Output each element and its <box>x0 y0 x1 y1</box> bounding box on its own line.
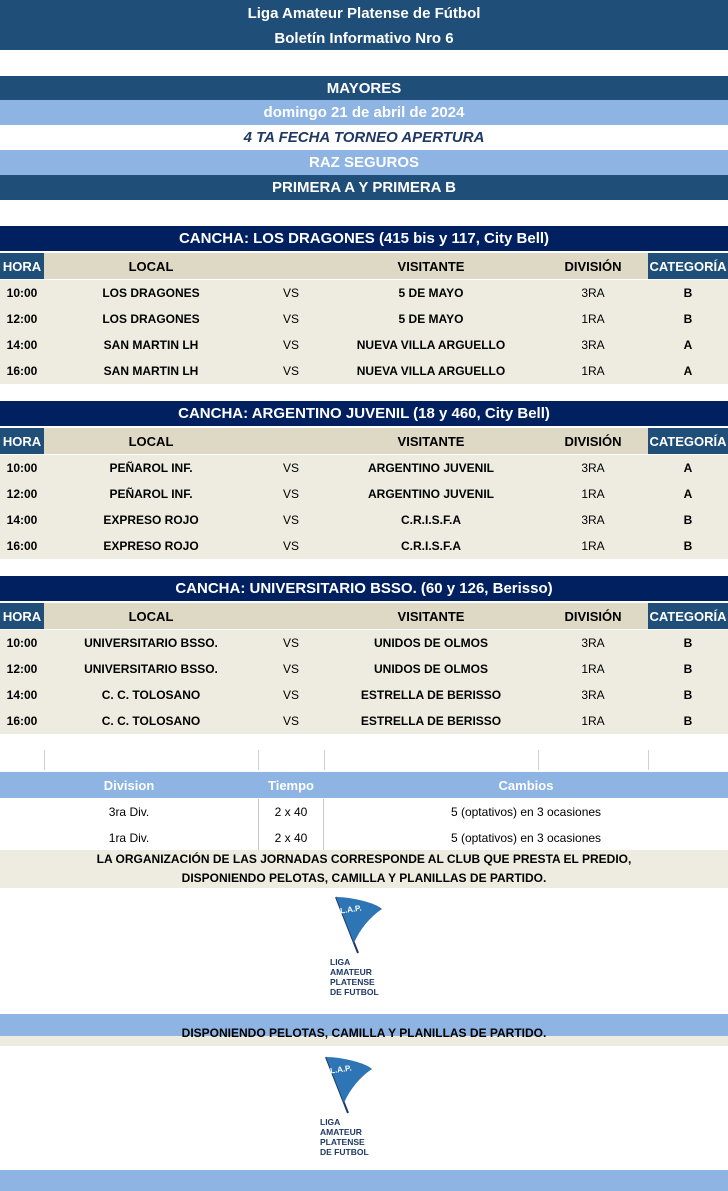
match-category: B <box>683 539 693 553</box>
grid-line <box>324 750 325 770</box>
match-visitor: ARGENTINO JUVENIL <box>367 487 494 501</box>
match-time: 12:00 <box>6 487 38 501</box>
match-vs: VS <box>282 338 299 352</box>
match-row <box>0 455 728 481</box>
match-time: 12:00 <box>6 662 38 676</box>
header-hora: HORA <box>0 603 44 629</box>
date-title: domingo 21 de abril de 2024 <box>0 100 728 125</box>
match-local: C. C. TOLOSANO <box>101 714 201 728</box>
logo-line: AMATEUR <box>320 1127 362 1137</box>
footer-bar <box>0 1170 728 1191</box>
column-header <box>0 603 728 629</box>
match-vs: VS <box>282 286 299 300</box>
header-division: DIVISIÓN <box>564 258 622 274</box>
rules-header-tiempo: Tiempo <box>268 777 314 793</box>
header-categoria: CATEGORÍA <box>648 428 728 454</box>
match-time: 10:00 <box>6 636 38 650</box>
header-hora: HORA <box>0 428 44 454</box>
round-title: 4 TA FECHA TORNEO APERTURA <box>243 129 485 146</box>
match-row <box>0 533 728 559</box>
rules-header-cambios: Cambios <box>498 777 554 793</box>
rules-row <box>0 825 728 851</box>
league-title: Liga Amateur Platense de Fútbol <box>0 0 728 26</box>
match-category: A <box>683 338 693 352</box>
match-visitor: 5 DE MAYO <box>398 286 464 300</box>
match-local: LOS DRAGONES <box>102 286 200 300</box>
logo-line: DE FUTBOL <box>330 987 379 997</box>
note-line-2: DISPONIENDO PELOTAS, CAMILLA Y PLANILLAS DE PARTIDO. <box>181 871 547 885</box>
logo-line: PLATENSE <box>330 977 375 987</box>
match-division: 1RA <box>581 312 605 326</box>
match-visitor: 5 DE MAYO <box>398 312 464 326</box>
match-category: A <box>683 487 693 501</box>
match-time: 10:00 <box>6 286 38 300</box>
match-visitor: C.R.I.S.F.A <box>400 539 461 553</box>
header-hora: HORA <box>0 253 44 279</box>
header-visitante: VISITANTE <box>397 433 465 449</box>
league-logo <box>320 1055 400 1171</box>
match-visitor: ESTRELLA DE BERISSO <box>360 714 502 728</box>
match-vs: VS <box>282 312 299 326</box>
match-row <box>0 280 728 306</box>
match-division: 3RA <box>581 688 605 702</box>
match-row <box>0 481 728 507</box>
league-logo <box>330 895 410 1011</box>
category-title: MAYORES <box>0 76 728 100</box>
match-division: 1RA <box>581 714 605 728</box>
match-category: A <box>683 364 693 378</box>
venue-title: CANCHA: UNIVERSITARIO BSSO. (60 y 126, Berisso) <box>0 576 728 601</box>
match-row <box>0 332 728 358</box>
match-row <box>0 708 728 734</box>
grid-line <box>258 750 259 770</box>
match-division: 3RA <box>581 636 605 650</box>
match-row <box>0 507 728 533</box>
header-division: DIVISIÓN <box>564 608 622 624</box>
match-vs: VS <box>282 461 299 475</box>
match-local: UNIVERSITARIO BSSO. <box>84 636 218 650</box>
header-visitante: VISITANTE <box>397 258 465 274</box>
organization-note <box>0 850 728 888</box>
match-time: 10:00 <box>6 461 38 475</box>
match-visitor: C.R.I.S.F.A <box>400 513 461 527</box>
rules-header-division: Division <box>103 777 155 793</box>
match-time: 14:00 <box>6 338 38 352</box>
match-category: B <box>683 286 693 300</box>
match-local: UNIVERSITARIO BSSO. <box>84 662 218 676</box>
venue-title: CANCHA: LOS DRAGONES (415 bis y 117, City Bell) <box>0 226 728 251</box>
grid-line <box>44 750 45 770</box>
rules-row <box>0 799 728 826</box>
match-category: A <box>683 461 693 475</box>
logo-line: PLATENSE <box>320 1137 365 1147</box>
match-category: B <box>683 636 693 650</box>
match-vs: VS <box>282 513 299 527</box>
logo-line: LIGA <box>330 957 351 967</box>
match-local: SAN MARTIN LH <box>103 338 199 352</box>
sponsor-title: RAZ SEGUROS <box>0 150 728 175</box>
header-local: LOCAL <box>128 608 174 624</box>
match-time: 14:00 <box>6 688 38 702</box>
match-vs: VS <box>282 539 299 553</box>
match-category: B <box>683 714 693 728</box>
grid-line <box>648 750 649 770</box>
header-categoria: CATEGORÍA <box>648 253 728 279</box>
column-header <box>0 428 728 454</box>
match-division: 1RA <box>581 662 605 676</box>
header-categoria: CATEGORÍA <box>648 603 728 629</box>
match-time: 16:00 <box>6 539 38 553</box>
rules-changes: 5 (optativos) en 3 ocasiones <box>450 831 602 845</box>
rules-division: 3ra Div. <box>108 805 150 819</box>
match-row <box>0 630 728 656</box>
logo-flag-text: L.A.P. <box>329 1063 353 1076</box>
match-vs: VS <box>282 487 299 501</box>
match-time: 14:00 <box>6 513 38 527</box>
match-division: 3RA <box>581 286 605 300</box>
cropped-note <box>0 1026 728 1046</box>
match-vs: VS <box>282 364 299 378</box>
column-header <box>0 253 728 279</box>
header-visitante: VISITANTE <box>397 608 465 624</box>
match-vs: VS <box>282 714 299 728</box>
match-vs: VS <box>282 688 299 702</box>
match-visitor: NUEVA VILLA ARGUELLO <box>356 364 506 378</box>
match-category: B <box>683 662 693 676</box>
match-vs: VS <box>282 662 299 676</box>
match-division: 1RA <box>581 539 605 553</box>
match-visitor: UNIDOS DE OLMOS <box>373 662 488 676</box>
match-division: 3RA <box>581 461 605 475</box>
logo-line: AMATEUR <box>330 967 372 977</box>
match-division: 1RA <box>581 364 605 378</box>
match-local: LOS DRAGONES <box>102 312 200 326</box>
match-row <box>0 306 728 332</box>
match-row <box>0 656 728 682</box>
venue-title: CANCHA: ARGENTINO JUVENIL (18 y 460, City Bell) <box>0 401 728 426</box>
match-division: 3RA <box>581 338 605 352</box>
match-vs: VS <box>282 636 299 650</box>
match-local: PEÑAROL INF. <box>109 487 193 501</box>
logo-line: DE FUTBOL <box>320 1147 369 1157</box>
match-local: EXPRESO ROJO <box>103 539 199 553</box>
grid-line <box>538 750 539 770</box>
match-row <box>0 682 728 708</box>
match-row <box>0 358 728 384</box>
match-time: 16:00 <box>6 714 38 728</box>
match-local: PEÑAROL INF. <box>109 461 193 475</box>
note-line-1: LA ORGANIZACIÓN DE LAS JORNADAS CORRESPONDE AL CLUB QUE PRESTA EL PREDIO, <box>96 852 632 866</box>
rules-time: 2 x 40 <box>258 825 324 851</box>
match-time: 12:00 <box>6 312 38 326</box>
header-local: LOCAL <box>128 433 174 449</box>
match-division: 1RA <box>581 487 605 501</box>
logo-flag-text: L.A.P. <box>339 903 363 916</box>
match-visitor: NUEVA VILLA ARGUELLO <box>356 338 506 352</box>
match-category: B <box>683 688 693 702</box>
bulletin-title: Boletín Informativo Nro 6 <box>0 26 728 50</box>
header-division: DIVISIÓN <box>564 433 622 449</box>
match-visitor: ARGENTINO JUVENIL <box>367 461 494 475</box>
header-local: LOCAL <box>128 258 174 274</box>
logo-line: LIGA <box>320 1117 341 1127</box>
match-local: EXPRESO ROJO <box>103 513 199 527</box>
match-visitor: UNIDOS DE OLMOS <box>373 636 488 650</box>
match-local: SAN MARTIN LH <box>103 364 199 378</box>
match-time: 16:00 <box>6 364 38 378</box>
rules-changes: 5 (optativos) en 3 ocasiones <box>450 805 602 819</box>
match-local: C. C. TOLOSANO <box>101 688 201 702</box>
cropped-note-text: DISPONIENDO PELOTAS, CAMILLA Y PLANILLAS DE PARTIDO. <box>181 1026 547 1040</box>
rules-time: 2 x 40 <box>258 799 324 825</box>
match-division: 3RA <box>581 513 605 527</box>
match-category: B <box>683 513 693 527</box>
divisions-title: PRIMERA A Y PRIMERA B <box>0 175 728 200</box>
match-visitor: ESTRELLA DE BERISSO <box>360 688 502 702</box>
rules-header <box>0 772 728 798</box>
match-category: B <box>683 312 693 326</box>
rules-division: 1ra Div. <box>108 831 150 845</box>
